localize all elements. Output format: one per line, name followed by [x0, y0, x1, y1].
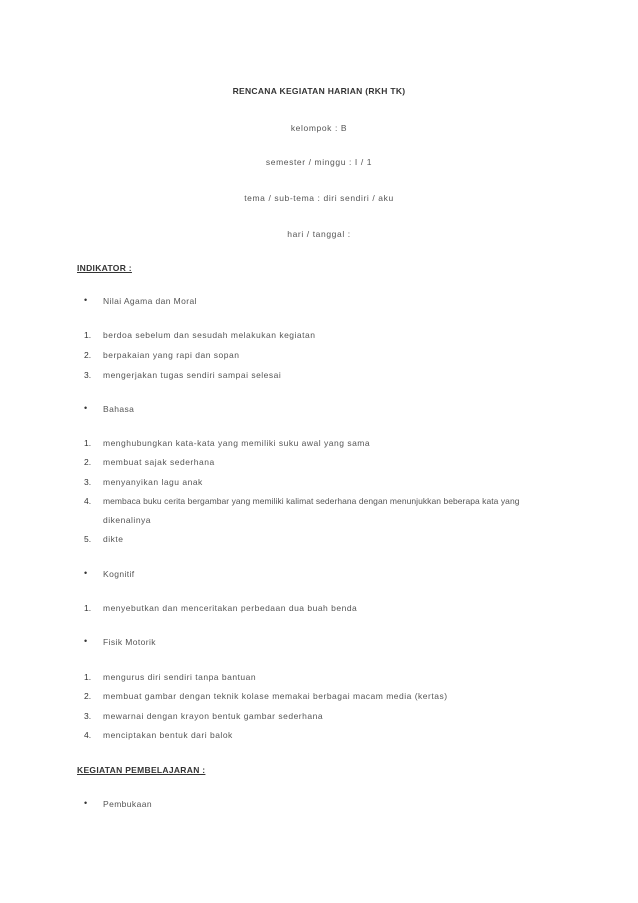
bullet-icon: • — [84, 403, 88, 413]
tema-line: tema / sub-tema : diri sendiri / aku — [244, 193, 394, 203]
section-label-fisik-motorik: Fisik Motorik — [103, 637, 156, 647]
item-number: 1. — [84, 438, 92, 448]
item-number: 1. — [84, 672, 92, 682]
indikator-heading: INDIKATOR : — [77, 263, 132, 273]
bullet-icon: • — [84, 798, 88, 808]
list-item: menghubungkan kata-kata yang memiliki suku awal yang sama — [103, 438, 371, 448]
list-item: berpakaian yang rapi dan sopan — [103, 350, 240, 360]
kelompok-line: kelompok : B — [290, 123, 348, 133]
list-item: mewarnai dengan krayon bentuk gambar sederhana — [103, 711, 324, 721]
item-number: 4. — [84, 496, 92, 506]
item-number: 3. — [84, 477, 92, 487]
list-item: membaca buku cerita bergambar yang memiliki kalimat sederhana dengan menunjukkan beberapa kata yang — [103, 496, 520, 506]
bullet-icon: • — [84, 636, 88, 646]
bullet-icon: • — [84, 568, 88, 578]
list-item: menyebutkan dan menceritakan perbedaan dua buah benda — [103, 603, 358, 613]
list-item: menyanyikan lagu anak — [103, 477, 203, 487]
item-number: 1. — [84, 330, 92, 340]
section-label-kognitif: Kognitif — [103, 569, 135, 579]
kegiatan-heading: KEGIATAN PEMBELAJARAN : — [77, 765, 206, 775]
list-item-continuation: dikenalinya — [103, 515, 152, 525]
section-label-bahasa: Bahasa — [103, 404, 135, 414]
list-item: berdoa sebelum dan sesudah melakukan kegiatan — [103, 330, 316, 340]
section-label-pembukaan: Pembukaan — [103, 799, 152, 809]
list-item: mengerjakan tugas sendiri sampai selesai — [103, 370, 282, 380]
item-number: 2. — [84, 457, 92, 467]
item-number: 3. — [84, 711, 92, 721]
list-item: membuat sajak sederhana — [103, 457, 215, 467]
item-number: 3. — [84, 370, 92, 380]
item-number: 2. — [84, 350, 92, 360]
item-number: 4. — [84, 730, 92, 740]
list-item: dikte — [103, 534, 124, 544]
list-item: mengurus diri sendiri tanpa bantuan — [103, 672, 257, 682]
item-number: 5. — [84, 534, 92, 544]
document-title: RENCANA KEGIATAN HARIAN (RKH TK) — [232, 86, 406, 96]
item-number: 1. — [84, 603, 92, 613]
item-number: 2. — [84, 691, 92, 701]
section-label-nilai-agama: Nilai Agama dan Moral — [103, 296, 197, 306]
list-item: membuat gambar dengan teknik kolase memakai berbagai macam media (kertas) — [103, 691, 448, 701]
semester-line: semester / minggu : I / 1 — [265, 157, 373, 167]
list-item: menciptakan bentuk dari balok — [103, 730, 233, 740]
hari-tanggal-line: hari / tanggal : — [287, 229, 351, 239]
bullet-icon: • — [84, 295, 88, 305]
